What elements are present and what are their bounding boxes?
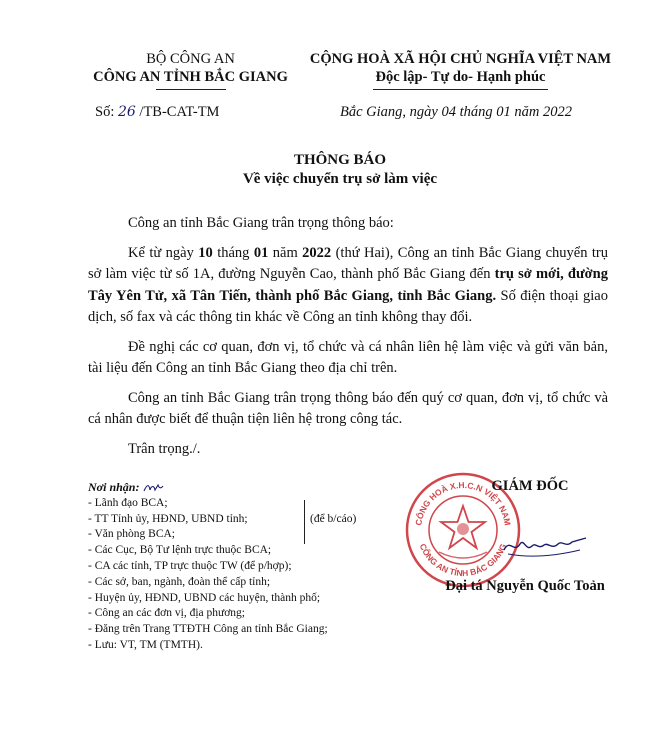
- ministry-name: BỘ CÔNG AN: [146, 51, 235, 67]
- document-title: THÔNG BÁO: [293, 152, 387, 168]
- agency-header: [78, 50, 303, 90]
- document-title-block: [130, 151, 550, 189]
- paragraph-announcement: Kể từ ngày 10 tháng 01 năm 2022 (thứ Hai), Công an tỉnh Bắc Giang chuyển trụ sở làm việc từ số 1A, đường Nguyễn Cao, thành phố Bắc Giang đến trụ sở mới, đường Tây Yên Tử, xã Tân Tiến, thành phố Bắc Giang, tỉnh Bắc Giang. Số điện thoại giao dịch, số fax và các thông tin khác về Công an tỉnh không thay đổi.: [88, 244, 608, 325]
- paragraph-intro: Công an tỉnh Bắc Giang trân trọng thông báo:: [128, 215, 394, 231]
- recipients-bracket: [300, 500, 305, 544]
- doc-number-suffix: /TB-CAT-TM: [135, 104, 220, 120]
- recipient-item: - Huyện ủy, HĐND, UBND các huyện, thành phố;: [88, 591, 321, 604]
- paragraph-closing: Trân trọng./.: [128, 440, 201, 457]
- recipient-item: - TT Tỉnh ủy, HĐND, UBND tỉnh;: [88, 512, 248, 525]
- document-body: [88, 213, 608, 460]
- document-date: Bắc Giang, ngày 04 tháng 01 năm 2022: [340, 104, 572, 120]
- doc-number-prefix: Số:: [95, 104, 118, 120]
- signer-name: Đại tá Nguyễn Quốc Toản: [445, 578, 605, 594]
- recipient-item: - Lưu: VT, TM (TMTH).: [88, 638, 203, 651]
- recipient-item: - Công an các đơn vị, địa phương;: [88, 607, 246, 620]
- motto: Độc lập- Tự do- Hạnh phúc: [375, 69, 546, 85]
- recipients-title: Nơi nhận:: [88, 480, 388, 496]
- recipient-item: - Các sở, ban, ngành, đoàn thể cấp tỉnh;: [88, 575, 271, 588]
- signer-title: GIÁM ĐỐC: [491, 478, 569, 494]
- document-number: [95, 104, 219, 121]
- svg-text:CÔNG HOÀ X.H.C.N VIỆT NAM: CÔNG HOÀ X.H.C.N VIỆT NAM: [413, 479, 513, 527]
- agency-underline: [156, 89, 226, 90]
- signer-block: [400, 478, 620, 495]
- bracket-note: (để b/cáo): [310, 513, 357, 525]
- document-subtitle: Về việc chuyển trụ sở làm việc: [242, 171, 438, 187]
- recipient-item: - Các Cục, Bộ Tư lệnh trực thuộc BCA;: [88, 544, 272, 557]
- initial-signature-icon: [142, 482, 164, 494]
- agency-name: CÔNG AN TỈNH BẮC GIANG: [93, 69, 288, 85]
- recipient-item: - CA các tỉnh, TP trực thuộc TW (để p/hợp);: [88, 559, 292, 572]
- handwritten-signature-icon: [500, 528, 590, 563]
- paragraph-request: Đề nghị các cơ quan, đơn vị, tổ chức và cá nhân liên hệ làm việc và gửi văn bản, tài liệu đến Công an tỉnh Bắc Giang theo địa chỉ trên.: [88, 338, 608, 376]
- doc-number-handwritten: 26: [117, 104, 136, 120]
- motto-underline: [373, 89, 548, 90]
- recipient-item: - Văn phòng BCA;: [88, 528, 175, 541]
- recipient-item: - Lãnh đạo BCA;: [88, 496, 168, 509]
- recipients-list: [88, 480, 388, 654]
- national-header: [298, 50, 623, 90]
- paragraph-notice: Công an tỉnh Bắc Giang trân trọng thông báo đến quý cơ quan, đơn vị, tổ chức và cá nhân được biết để thuận tiện liên hệ trong công tác.: [88, 389, 608, 427]
- svg-text:CÔNG AN TỈNH BẮC GIANG: CÔNG AN TỈNH BẮC GIANG: [417, 542, 509, 579]
- recipient-item: - Đăng trên Trang TTĐTH Công an tỉnh Bắc Giang;: [88, 623, 328, 636]
- country-name: CỘNG HOÀ XÃ HỘI CHỦ NGHĨA VIỆT NAM: [309, 51, 612, 67]
